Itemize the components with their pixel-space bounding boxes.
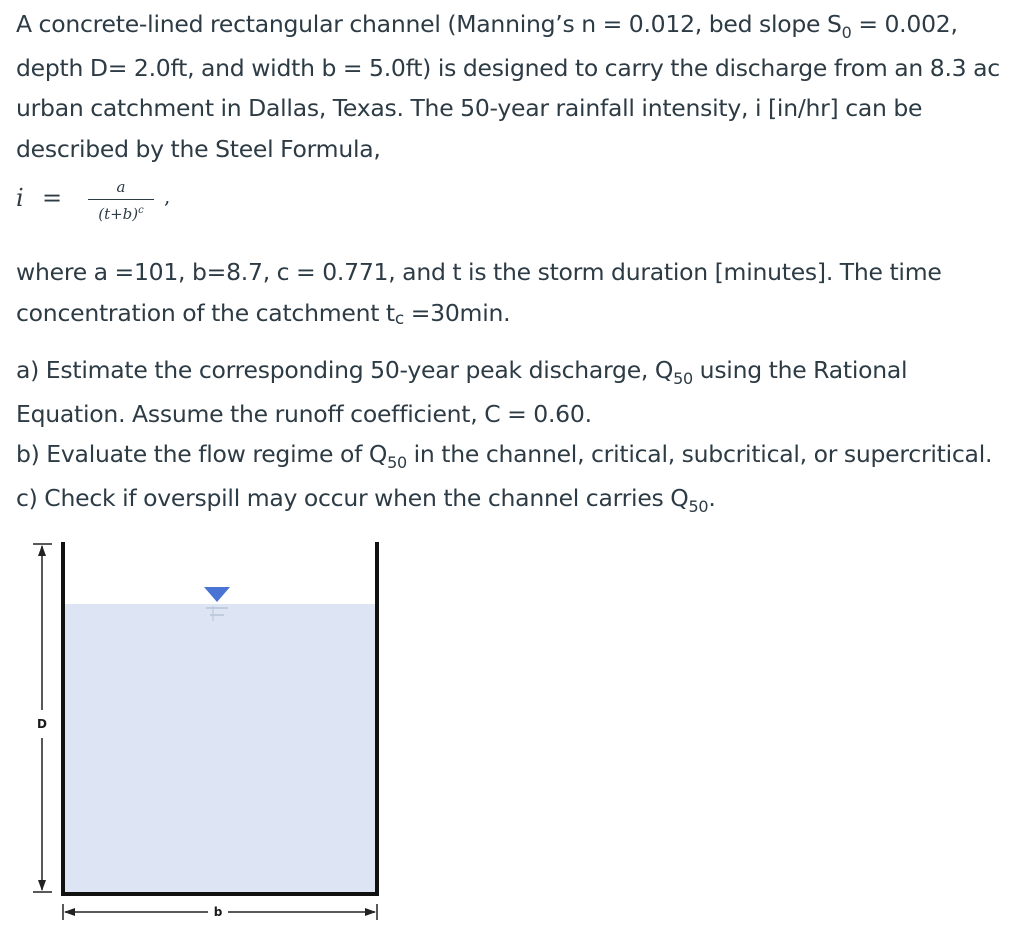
- depth-label: D: [37, 717, 47, 731]
- part-c-tail: .: [708, 483, 716, 512]
- formula-numerator: a: [116, 178, 126, 196]
- depth-arrow-up: [38, 545, 46, 556]
- depth-arrow-down: [38, 880, 46, 891]
- where-line-2: [16, 293, 1016, 337]
- where-line-1: where a =101, b=8.7, c = 0.771, and t is the storm duration [minutes]. The time: [16, 258, 942, 286]
- part-c-text: c) Check if overspill may occur when the channel carries Q: [16, 483, 689, 512]
- formula-equals: =: [42, 184, 63, 212]
- steel-formula: [16, 178, 256, 238]
- formula-denominator: [88, 202, 154, 223]
- intro-line-4: described by the Steel Formula,: [16, 134, 381, 163]
- part-b-tail: in the channel, critical, subcritical, or supercritical.: [406, 440, 993, 468]
- denominator-base: (t+b): [98, 205, 139, 223]
- formula-lhs: i: [16, 184, 24, 212]
- formula-parameters: [16, 252, 1016, 336]
- q50-subscript: 50: [688, 496, 709, 516]
- intro-line-3: urban catchment in Dallas, Texas. The 50-year rainfall intensity, i [in/hr] can be: [16, 94, 923, 122]
- width-arrow-left: [64, 908, 75, 916]
- intro-line-2: depth D= 2.0ft, and width b = 5.0ft) is designed to carry the discharge from an 8.3 ac: [16, 53, 1000, 82]
- fraction-bar: [88, 199, 154, 200]
- intro-line-1-tail: = 0.002,: [851, 10, 958, 38]
- q50-subscript: 50: [673, 369, 693, 388]
- part-a-text: a) Estimate the corresponding 50-year peak discharge, Q: [16, 356, 674, 384]
- formula-fraction: [88, 178, 154, 223]
- water-surface-icon: [204, 587, 230, 602]
- intro-line-1-text: A concrete-lined rectangular channel (Manning’s n = 0.012, bed slope S: [16, 10, 842, 38]
- part-c: [16, 478, 1016, 522]
- part-a-tail: using the Rational: [692, 356, 908, 384]
- part-b-text: b) Evaluate the flow regime of Q: [16, 440, 388, 468]
- part-a-line-1: [16, 350, 1016, 394]
- denominator-exponent: c: [138, 205, 144, 216]
- intro-line-1: [16, 4, 1016, 48]
- tc-subscript: c: [394, 308, 404, 329]
- q50-subscript: 50: [387, 453, 407, 472]
- where-line-2-text: concentration of the catchment t: [16, 298, 395, 327]
- problem-parts: [16, 350, 1016, 521]
- part-a-line-2: Equation. Assume the runoff coefficient, C = 0.60.: [16, 399, 592, 428]
- problem-intro: [16, 4, 1016, 169]
- water-body: [63, 604, 377, 894]
- width-label: b: [213, 905, 223, 919]
- channel-cross-section: [0, 532, 400, 927]
- formula-comma: ,: [164, 184, 171, 208]
- width-arrow-right: [365, 908, 376, 916]
- part-b: [16, 434, 1016, 478]
- where-line-2-tail: =30min.: [403, 298, 511, 327]
- slope-subscript: 0: [841, 23, 852, 42]
